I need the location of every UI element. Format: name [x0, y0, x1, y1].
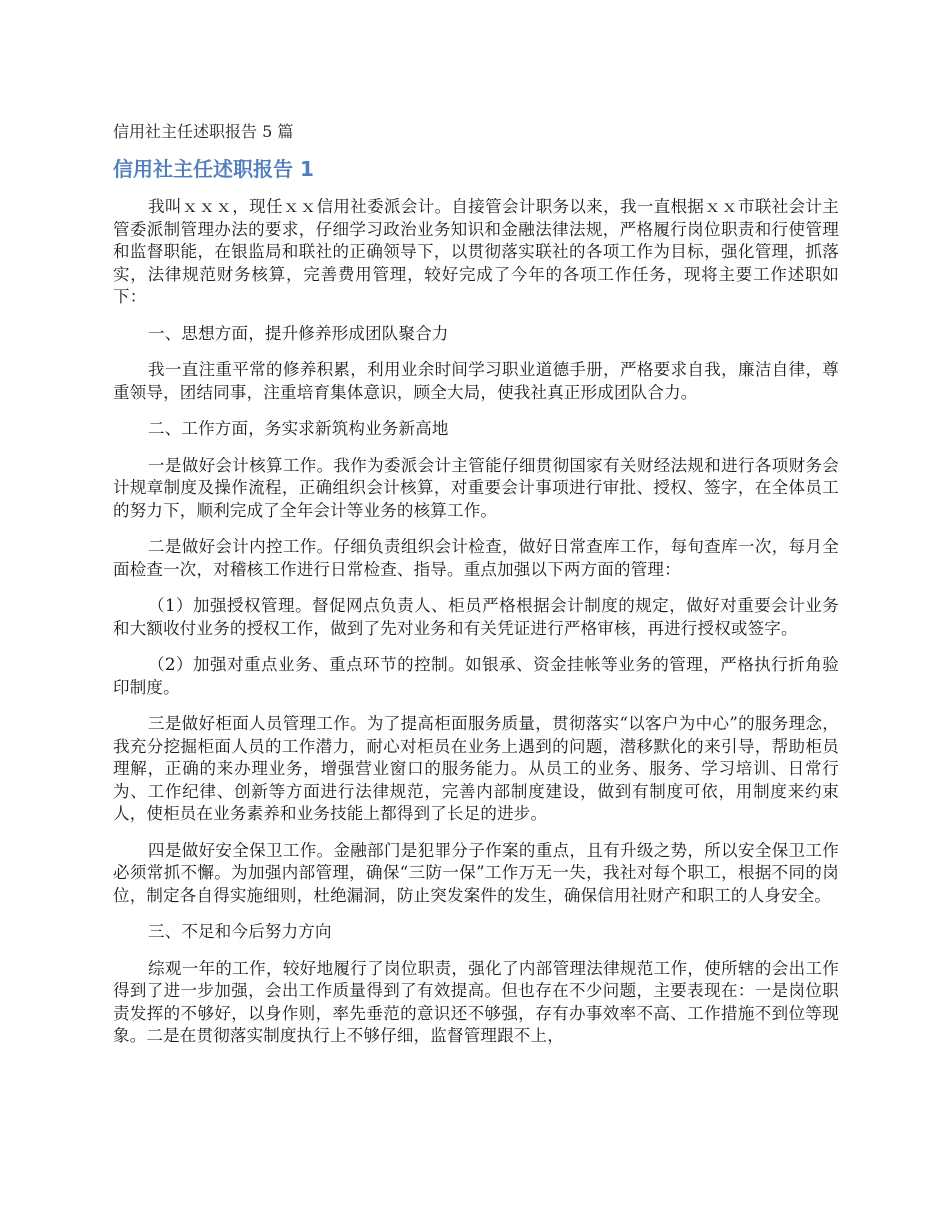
section-heading: 信用社主任述职报告 1 — [113, 157, 314, 181]
paragraph-summary: 综观一年的工作，较好地履行了岗位职责，强化了内部管理法律规范工作，使所辖的会出工作得到了进一步加强，会出工作质量得到了有效提高。但也存在不少问题，主要表现在：一是岗位职责发挥的不够好，以身作则，率先垂范的意识还不够强，存有办事效率不高、工作措施不到位等现象。二是在贯彻落实制度执行上不够仔细，监督管理跟不上， — [113, 958, 839, 1045]
paragraph-subhead-thought: 一、思想方面，提升修养形成团队聚合力 — [148, 323, 449, 343]
paragraph-subhead-shortcomings: 三、不足和今后努力方向 — [148, 922, 332, 941]
paragraph-key-business: （2）加强对重点业务、重点环节的控制。如银承、资金挂帐等业务的管理，严格执行折角验印制度。 — [113, 655, 839, 697]
paragraph-intro: 我叫ｘｘｘ，现任ｘｘ信用社委派会计。自接管会计职务以来，我一直根据ｘｘ市联社会计主管委派制管理办法的要求，仔细学习政治业务知识和金融法律法规，严格履行岗位职责和行使管理和监督职能，在银监局和联社的正确领导下，以贯彻落实联社的各项工作为目标，强化管理，抓落实，法律规范财务核算，完善费用管理，较好完成了今年的各项工作任务，现将主要工作述职如下： — [113, 197, 839, 306]
paragraph-security: 四是做好安全保卫工作。金融部门是犯罪分子作案的重点，且有升级之势，所以安全保卫工作必须常抓不懈。为加强内部管理，确保“三防一保”工作万无一失，我社对每个职工，根据不同的岗位，制定各自得实施细则，杜绝漏洞，防止突发案件的发生，确保信用社财产和职工的人身安全。 — [113, 840, 839, 905]
paragraph-accounting: 一是做好会计核算工作。我作为委派会计主管能仔细贯彻国家有关财经法规和进行各项财务会计规章制度及操作流程，正确组织会计核算，对重要会计事项进行审批、授权、签字，在全体员工的努力下，顺利完成了全年会计等业务的核算工作。 — [113, 455, 839, 520]
paragraph-thought: 我一直注重平常的修养积累，利用业余时间学习职业道德手册，严格要求自我，廉洁自律，尊重领导，团结同事，注重培育集体意识，顾全大局，使我社真正形成团队合力。 — [113, 360, 839, 402]
paragraph-authorization: （1）加强授权管理。督促网点负责人、柜员严格根据会计制度的规定，做好对重要会计业务和大额收付业务的授权工作，做到了先对业务和有关凭证进行严格审核，再进行授权或签字。 — [113, 596, 839, 638]
document-page — [113, 118, 839, 1062]
paragraph-counter-staff: 三是做好柜面人员管理工作。为了提高柜面服务质量，贯彻落实“以客户为中心”的服务理念，我充分挖掘柜面人员的工作潜力，耐心对柜员在业务上遇到的问题，潜移默化的来引导，帮助柜员理解，正确的来办理业务，增强营业窗口的服务能力。从员工的业务、服务、学习培训、日常行为、工作纪律、创新等方面进行法律规范，完善内部制度建设，做到有制度可依，用制度来约束人，使柜员在业务素养和业务技能上都得到了长足的进步。 — [113, 714, 839, 823]
document-title: 信用社主任述职报告 5 篇 — [113, 122, 294, 141]
paragraph-internal-control: 二是做好会计内控工作。仔细负责组织会计检查，做好日常查库工作，每旬查库一次，每月全面检查一次，对稽核工作进行日常检查、指导。重点加强以下两方面的管理： — [113, 537, 839, 579]
paragraph-subhead-work: 二、工作方面，务实求新筑构业务新高地 — [148, 419, 449, 438]
